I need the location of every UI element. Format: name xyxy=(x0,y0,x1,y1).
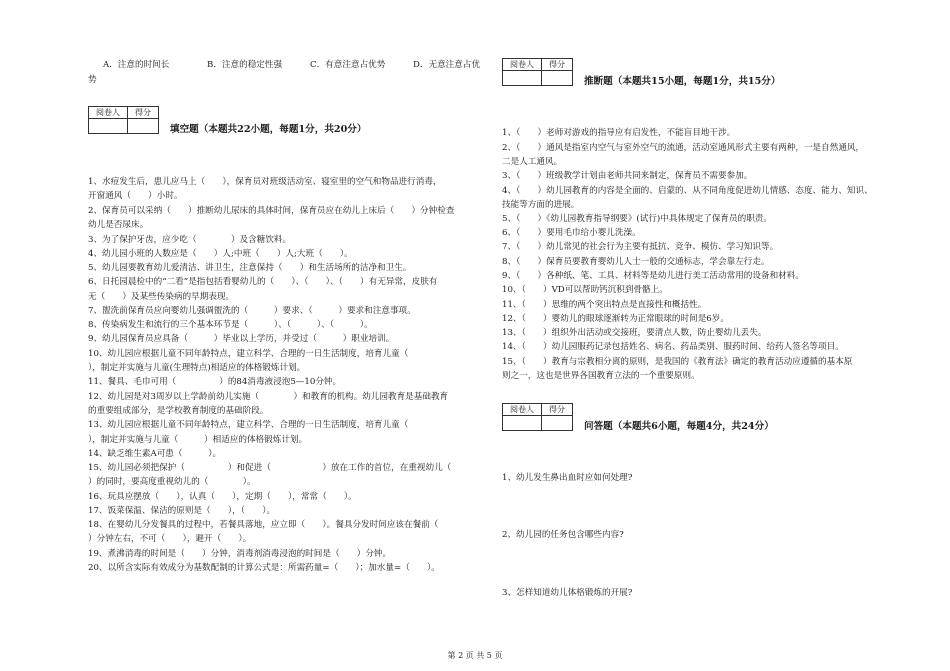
fill-line: ），制定并实施与儿童（ ）相适应的体格锻炼计划。 xyxy=(88,435,308,445)
fill-line: 16、玩具应摆放（ ），认真（ ），定期（ ），常常（ ）。 xyxy=(88,492,357,502)
fill-line: 8、传染病发生和流行的三个基本环节是（ ）、（ ）、（ ）。 xyxy=(88,320,373,330)
choice-a: A．注意的时间长 xyxy=(103,60,170,70)
judge-line: 14、（ ）幼儿园服药记录包括姓名、病名、药品类别、服药时间、给药人签名等项目。 xyxy=(502,342,844,352)
score-label: 得分 xyxy=(542,59,573,71)
fill-line: 5、幼儿园要教育幼儿爱清洁、讲卫生，注意保持（ ）和生活场所的洁净和卫生。 xyxy=(88,263,412,273)
fill-line: 15、幼儿园必须把保护（ ）和促进（ ）放在工作的首位，在重视幼儿（ xyxy=(88,463,452,473)
judge-line: 12、（ ）婴幼儿的眼球逐渐转为正常眼球的时间是6岁。 xyxy=(502,314,729,324)
judge-line: 2、（ ）通风是指室内空气与室外空气的流通，活动室通风形式主要有两种，一是自然通风， xyxy=(502,143,865,153)
judge-line: 15、（ ）教育与宗教相分离的原则，是我国的《教育法》确定的教育活动应遵循的基本原 xyxy=(502,357,853,367)
fill-line: 11、餐具、毛巾可用（ ）的84消毒液浸泡5—10分钟。 xyxy=(88,377,342,387)
qa-section-title: 问答题（本题共6小题，每题4分，共24分） xyxy=(584,421,774,432)
judge-line: 8、（ ）保育员要教育婴幼儿人士一般的交通标志，学会靠左行走。 xyxy=(502,257,770,267)
judge-line: 9、（ ）各种纸、笔、工具、材料等是幼儿进行美工活动常用的设备和材料。 xyxy=(502,271,804,281)
judge-line: 则之一，这也是世界各国教育立法的一个重要原则。 xyxy=(502,371,700,381)
reviewer-label: 阅卷人 xyxy=(503,404,542,416)
fill-score-table xyxy=(88,106,159,134)
page-footer: 第 2 页 共 5 页 xyxy=(447,651,503,660)
judge-line: 7、（ ）幼儿常见的社会行为主要有抵抗、竞争、模仿、学习知识等。 xyxy=(502,242,779,252)
fill-line: 4、幼儿园小班的人数应是（ ）人;中班（ ）人;大班（ ）。 xyxy=(88,249,353,259)
fill-line: 2、保育员可以采纳（ ）推断幼儿尿床的具体时间，保育员应在幼儿上床后（ ）分钟检查 xyxy=(88,206,455,216)
judge-line: 6、（ ）要用毛巾给小婴儿洗澡。 xyxy=(502,228,641,238)
fill-line: 17、饭菜保温、保洁的原则是（ ），（ ）。 xyxy=(88,506,276,516)
fill-line: 12、幼儿园是对3周岁以上学龄前幼儿实施（ ）和教育的机构。幼儿园教育是基础教育 xyxy=(88,392,449,402)
fill-line: 19、煮沸消毒的时间是（ ）分钟，消毒剂消毒浸泡的时间是（ ）分钟。 xyxy=(88,549,392,559)
fill-section-title: 填空题（本题共22小题，每题1分，共20分） xyxy=(170,124,367,135)
fill-line: 6、日托园晨检中的“二看”是指包括看婴幼儿的（ ）、（ ）、（ ）有无异常，皮肤有 xyxy=(88,277,438,287)
judge-line: 11、（ ）思维的两个突出特点是直接性和概括性。 xyxy=(502,300,707,310)
fill-line: 的重要组成部分，是学校教育制度的基础阶段。 xyxy=(88,406,269,416)
fill-line: 3、为了保护牙齿，应少吃（ ）及含糖饮料。 xyxy=(88,235,292,245)
fill-line: 18、在婴幼儿分发餐具的过程中，若餐具落地，应立即（ ）。餐具分发时间应该在餐前（ xyxy=(88,520,439,530)
fill-line: 1、水痘发生后，患儿应马上（ ），保育员对班级活动室、寝室里的空气和物品进行消毒， xyxy=(88,177,442,187)
choice-b: B．注意的稳定性强 xyxy=(207,60,283,70)
fill-line: 幼儿是否尿床。 xyxy=(88,220,149,230)
judge-section-title: 推断题（本题共15小题，每题1分，共15分） xyxy=(584,76,781,87)
score-label: 得分 xyxy=(542,404,573,416)
fill-line: 无（ ）及某些传染病的早期表现。 xyxy=(88,292,235,302)
fill-line: 7、盥洗前保育员应向婴幼儿强调盥洗的（ ）要求、（ ）要求和注意事项。 xyxy=(88,306,416,316)
choice-wrap: 势 xyxy=(88,75,97,85)
qa-question: 3、怎样知道幼儿体格锻炼的开展? xyxy=(502,588,633,598)
reviewer-label: 阅卷人 xyxy=(503,59,542,71)
judge-line: 4、（ ）幼儿园教育的内容是全面的、启蒙的、从不同角度促进幼儿情感、态度、能力、知识、 xyxy=(502,186,873,196)
fill-line: 9、幼儿园保育员应具备（ ）毕业以上学历，并受过（ ）职业培训。 xyxy=(88,334,395,344)
judge-score-table xyxy=(502,58,573,86)
fill-line: ）的同时，要高度重视幼儿的（ ）。 xyxy=(88,477,256,487)
judge-line: 1、（ ）老师对游戏的指导应有启发性，不能盲目地干涉。 xyxy=(502,128,736,138)
judge-line: 3、（ ）班级教学计划由老师共同来制定，保育员不需要参加。 xyxy=(502,171,753,181)
choice-d: D．无意注意占优 xyxy=(413,60,481,70)
fill-line: ），制定并实施与儿童(生理特点)相适应的体格锻炼计划。 xyxy=(88,363,306,373)
judge-line: 13、（ ）组织外出活动或交接班，要清点人数，防止婴幼儿丢失。 xyxy=(502,328,767,338)
fill-line: 14、缺乏维生素A可患（ ）。 xyxy=(88,449,222,459)
judge-line: 技能等方面的进展。 xyxy=(502,200,580,210)
qa-question: 1、幼儿发生鼻出血时应如何处理? xyxy=(502,473,633,483)
fill-line: 20、以所含实际有效成分为基数配制的计算公式是：所需药量=（ ）；加水量=（ ）。 xyxy=(88,563,440,573)
fill-line: 13、幼儿园应根据儿童不同年龄特点，建立科学、合理的一日生活制度，培育儿童（ xyxy=(88,420,409,430)
judge-line: 5、（ ）《幼儿园教育指导纲要》(试行)中具体规定了保育员的职责。 xyxy=(502,214,772,224)
reviewer-label: 阅卷人 xyxy=(89,107,128,119)
fill-line: 开窗通风（ ）小时。 xyxy=(88,191,183,201)
choice-c: C．有意注意占优势 xyxy=(310,60,386,70)
judge-line: 10、（ ）VD可以帮助钙沉积到骨骼上。 xyxy=(502,285,668,295)
qa-score-table xyxy=(502,403,573,431)
qa-question: 2、幼儿园的任务包含哪些内容? xyxy=(502,530,624,540)
score-label: 得分 xyxy=(128,107,159,119)
fill-line: ）分钟左右，不可（ ），避开（ ）。 xyxy=(88,534,252,544)
fill-line: 10、幼儿园应根据儿童不同年龄特点，建立科学、合理的一日生活制度，培育儿童（ xyxy=(88,349,426,359)
judge-line: 二是人工通风。 xyxy=(502,157,563,167)
